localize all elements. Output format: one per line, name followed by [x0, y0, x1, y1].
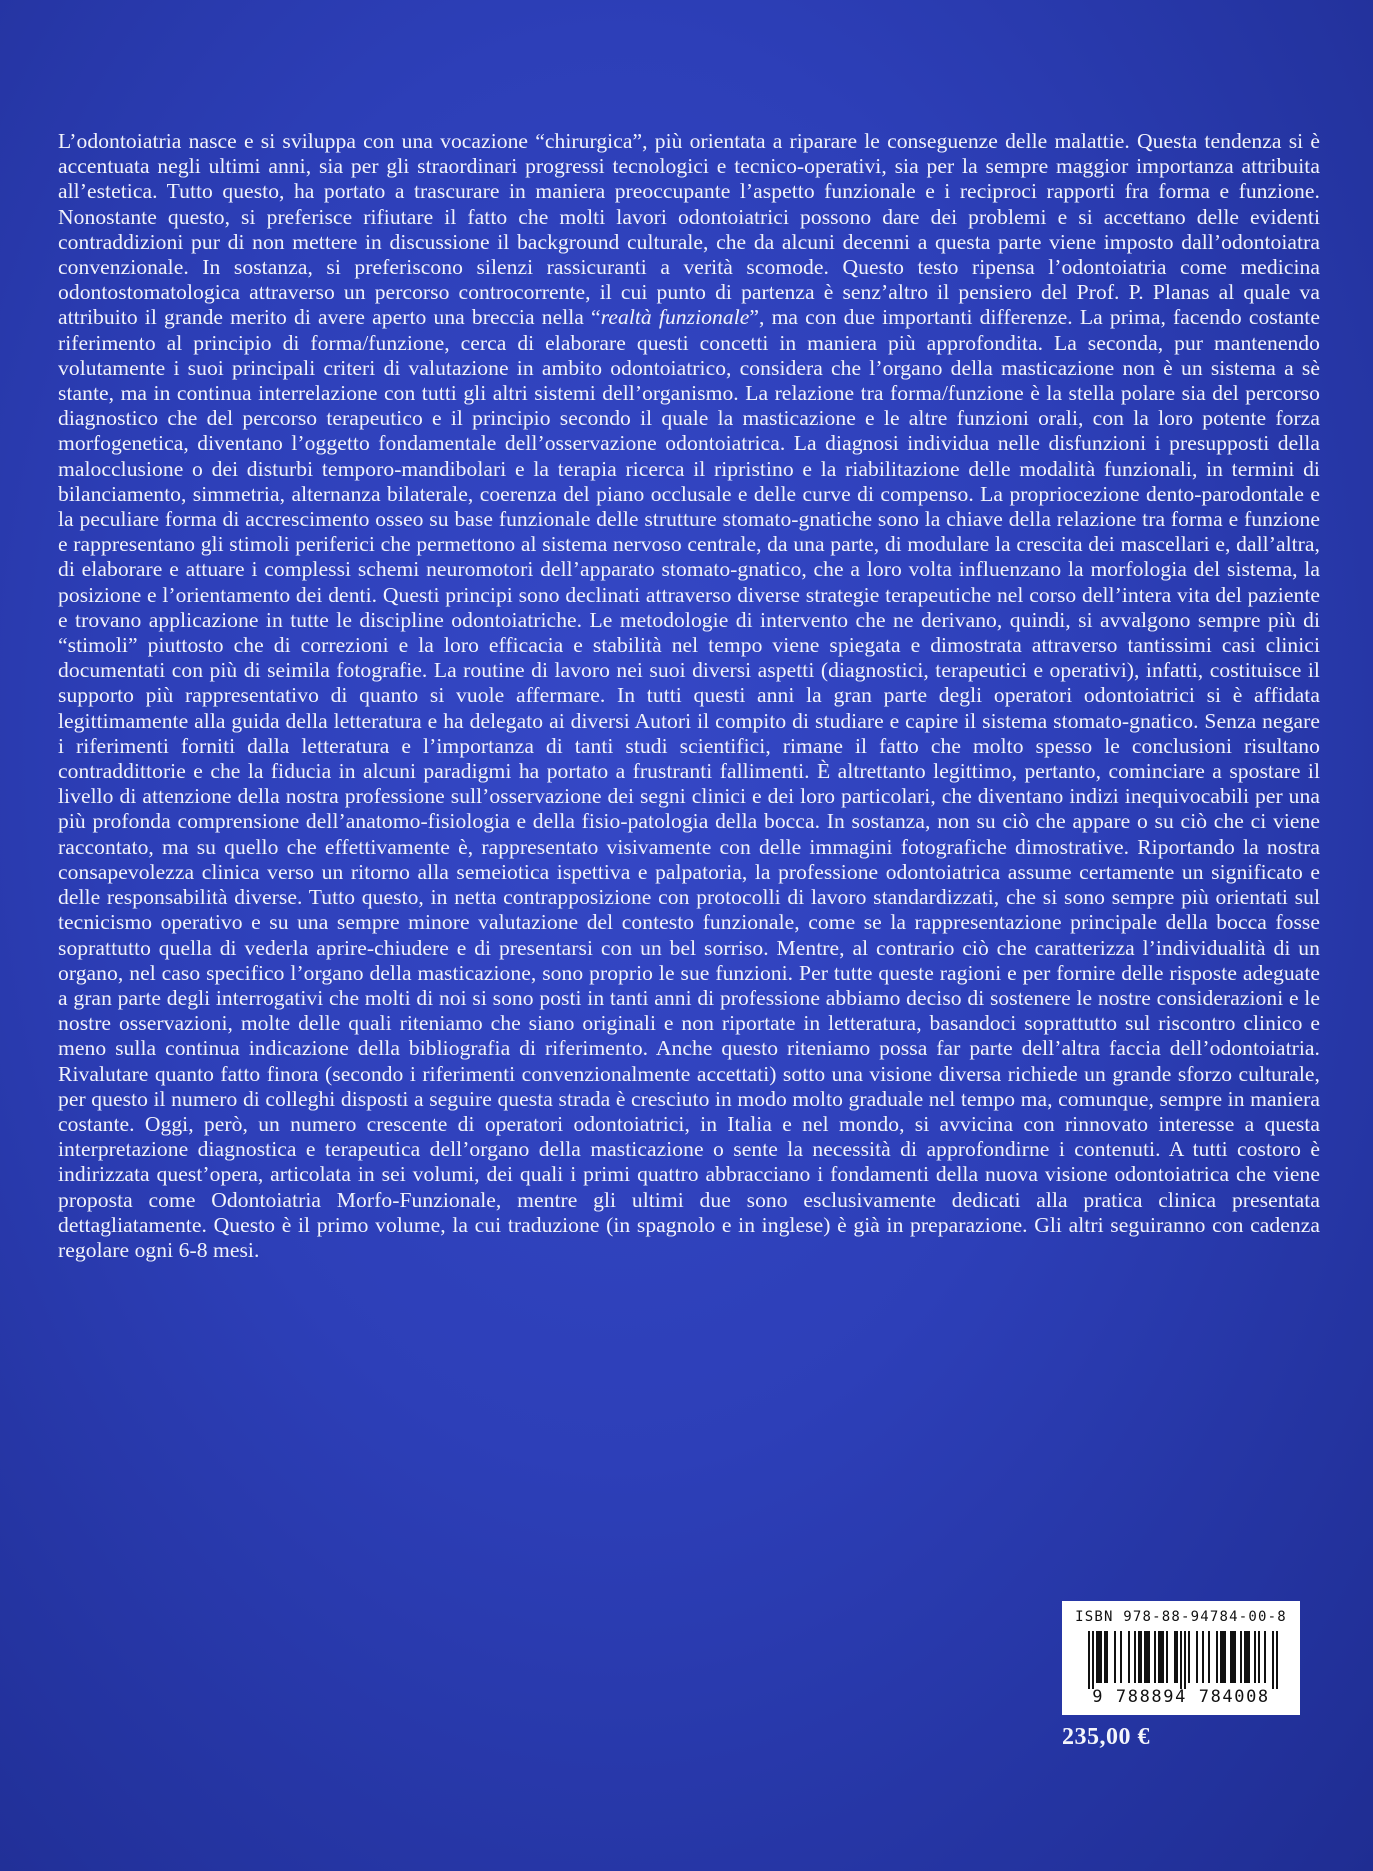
barcode-bar [1254, 1631, 1256, 1683]
barcode-bar [1180, 1631, 1182, 1689]
barcode-bar [1128, 1631, 1130, 1683]
blurb-text-part2: ”, ma con due importanti differenze. La prima, facendo costante riferimento al principio di forma/funzione, cerca di elaborare questi concetti in maniera più approfondita. La seconda, pur mantenendo volutamente i suoi principali criteri di valutazione in ambito odontoiatrico, considera che l’organo della masticazione non è un sistema a sè stante, ma in continua interrelazione con tutti gli altri sistemi dell’organismo. La relazione tra forma/funzione è la stella polare sia del percorso diagnostico che del percorso terapeutico e il principio secondo il quale la masticazione e le altre funzioni orali, con la loro potente forza morfogenetica, diventano l’oggetto fondamentale dell’osservazione odontoiatrica. La diagnosi individua nelle disfunzioni i presupposti della malocclusione o dei disturbi temporo-mandibolari e la terapia ricerca il ripristino e la riabilitazione delle modalità funzionali, in termini di bilanciamento, simmetria, alternanza bilaterale, coerenza del piano occlusale e delle curve di compenso. La propriocezione dento-parodontale e la peculiare forma di accrescimento osseo su base funzionale delle strutture stomato-gnatiche sono la chiave della relazione tra forma e funzione e rappresentano gli stimoli periferici che permettono al sistema nervoso centrale, da una parte, di modulare la crescita dei mascellari e, dall’altra, di elaborare e attuare i complessi schemi neuromotori dell’apparato stomato-gnatico, che a loro volta influenzano la morfologia del sistema, la posizione e l’orientamento dei denti. Questi principi sono declinati attraverso diverse strategie terapeutiche nel corso dell’intera vita del paziente e trovano applicazione in tutte le discipline odontoiatriche. Le metodologie di intervento che ne derivano, quindi, si avvalgono sempre più di “stimoli” piuttosto che di correzioni e la loro efficacia e stabilità nel tempo viene spiegata e dimostrata attraverso tantissimi casi clinici documentati con più di seimila fotografie. La routine di lavoro nei suoi diversi aspetti (diagnostici, terapeutici e operativi), infatti, costituisce il supporto più rappresentativo di quanto si vuole affermare. In tutti questi anni la gran parte degli operatori odontoiatrici si è affidata legittimamente alla guida della letteratura e ha delegato ai diversi Autori il compito di studiare e capire il sistema stomato-gnatico. Senza negare i riferimenti forniti dalla letteratura e l’importanza di tanti studi scientifici, rimane il fatto che molto spesso le conclusioni risultano contraddittorie e che la fiducia in alcuni paradigmi ha portato a frustranti fallimenti. È altrettanto legittimo, pertanto, cominciare a spostare il livello di attenzione della nostra professione sull’osservazione dei segni clinici e dei loro particolari, che diventano indizi inequivocabili per una più profonda comprensione dell’anatomo-fisiologia e della fisio-patologia della bocca. In sostanza, non su ciò che appare o su ciò che ci viene raccontato, ma su quello che effettivamente è, rappresentato visivamente con delle immagini fotografiche dimostrative. Riportando la nostra consapevolezza clinica verso un ritorno alla semeiotica ispettiva e palpatoria, la professione odontoiatrica assume certamente un significato e delle responsabilità diverse. Tutto questo, in netta contrapposizione con protocolli di lavoro standardizzati, che si sono sempre più orientati sul tecnicismo operativo e su una sempre minore valutazione del contesto funzionale, come se la rappresentazione principale della bocca fosse soprattutto quella di vederla aprire-chiudere e di presentarsi con un bel sorriso. Mentre, al contrario ciò che caratterizza l’individualità di un organo, nel caso specifico l’organo della masticazione, sono proprio le sue funzioni. Per tutte queste ragioni e per fornire delle risposte adeguate a gran parte degli interrogativi che molti di noi si sono posti in tanti anni di professione abbiamo deciso di sostenere le nostre considerazioni e le nostre osservazioni, molte delle quali riteniamo che siano originali e non riportate in letteratura, basandoci soprattutto sul riscontro clinico e meno sulla continua indicazione della bibliografia di riferimento. Anche questo riteniamo possa far parte dell’altra faccia dell’odontoiatria. Rivalutare quanto fatto finora (secondo i riferimenti convenzionalmente accettati) sotto una visione diversa richiede un grande sforzo culturale, per questo il numero di colleghi disposti a seguire questa strada è cresciuto in modo molto graduale nel tempo ma, comunque, sempre in maniera costante. Oggi, però, un numero crescente di operatori odontoiatrici, in Italia e nel mondo, si avvicina con rinnovato interesse a questa interpretazione diagnostica e terapeutica dell’organo della masticazione o sente la necessità di approfondirne i contenuti. A tutti costoro è indirizzata quest’opera, articolata in sei volumi, dei quali i primi quattro abbracciano i fondamenti della nuova visione odontoiatrica che viene proposta come Odontoiatria Morfo-Funzionale, mentre gli ultimi due sono esclusivamente dedicati alla pratica clinica presentata dettagliatamente. Questo è il primo volume, la cui traduzione (in spagnolo e in inglese) è già in preparazione. Gli altri seguiranno con cadenza regolare ogni 6-8 mesi. [58, 305, 1320, 1262]
barcode-bar [1230, 1631, 1232, 1683]
barcode-bar [1162, 1631, 1164, 1683]
blurb-paragraph [58, 129, 1320, 1263]
barcode-bar [1240, 1631, 1242, 1683]
barcode-bar [1148, 1631, 1150, 1683]
barcode-bar [1224, 1631, 1226, 1683]
barcode-bar [1220, 1631, 1222, 1683]
barcode-bar [1166, 1631, 1168, 1683]
barcode-bar [1134, 1631, 1136, 1683]
back-cover-blurb [58, 129, 1320, 1263]
blurb-text-part1: L’odontoiatria nasce e si sviluppa con una vocazione “chirurgica”, più orientata a riparare le conseguenze delle malattie. Questa tendenza si è accentuata negli ultimi anni, sia per gli straordinari progressi tecnologici e tecnico-operativi, sia per la sempre maggior importanza attribuita all’estetica. Tutto questo, ha portato a trascurare in maniera preoccupante l’aspetto funzionale e i reciproci rapporti fra forma e funzione. Nonostante questo, si preferisce rifiutare il fatto che molti lavori odontoiatrici possono dare dei problemi e si accettano delle evidenti contraddizioni pur di non mettere in discussione il background culturale, che da alcuni decenni a questa parte viene imposto dall’odontoiatra convenzionale. In sostanza, si preferiscono silenzi rassicuranti a verità scomode. Questo testo ripensa l’odontoiatria come medicina odontostomatologica attraverso un percorso controcorrente, il cui punto di partenza è senz’altro il pensiero del Prof. P. Planas al quale va attribuito il grande merito di avere aperto una breccia nella “ [58, 129, 1320, 330]
isbn-label: ISBN 978-88-94784-00-8 [1075, 1609, 1287, 1625]
blurb-italic-phrase: realtà funzionale [600, 305, 750, 330]
barcode-bar [1140, 1631, 1142, 1683]
barcode-bar [1196, 1631, 1198, 1683]
barcode-bar [1154, 1631, 1156, 1683]
barcode-digits: 9 788894 784008 [1092, 1687, 1270, 1705]
barcode-bar [1114, 1631, 1116, 1683]
barcode-bar [1272, 1631, 1274, 1689]
barcode-graphic [1074, 1631, 1288, 1705]
barcode-bar [1264, 1631, 1266, 1683]
barcode-bar [1120, 1631, 1122, 1683]
barcode-bar [1244, 1631, 1246, 1683]
barcode-bar [1246, 1631, 1248, 1683]
barcode-bar [1208, 1631, 1210, 1683]
price-label: 235,00 € [1062, 1724, 1150, 1750]
barcode-bar [1222, 1631, 1224, 1683]
barcode-bar [1144, 1631, 1146, 1683]
barcode-bar [1092, 1631, 1094, 1689]
barcode-bar [1106, 1631, 1108, 1683]
barcode-bar [1104, 1631, 1106, 1683]
barcode-bar [1146, 1631, 1148, 1683]
barcode-bar [1202, 1631, 1204, 1683]
barcode-bar [1096, 1631, 1098, 1683]
barcode-bar [1234, 1631, 1236, 1683]
barcode-bar [1216, 1631, 1218, 1683]
barcode-bar [1248, 1631, 1250, 1683]
barcode-bar [1098, 1631, 1100, 1683]
barcode-bar [1258, 1631, 1260, 1683]
barcode-bar [1158, 1631, 1160, 1683]
barcode-bar [1188, 1631, 1190, 1683]
barcode-bar [1184, 1631, 1186, 1689]
isbn-barcode-block [1062, 1601, 1300, 1715]
barcode-bar [1088, 1631, 1090, 1689]
barcode-bar [1100, 1631, 1102, 1683]
barcode-bar [1138, 1631, 1140, 1683]
barcode-bar [1232, 1631, 1234, 1683]
barcode-bar [1174, 1631, 1176, 1683]
barcode-bar [1176, 1631, 1178, 1683]
barcode-bar [1160, 1631, 1162, 1683]
barcode-bar [1276, 1631, 1278, 1689]
barcode-bars [1088, 1631, 1278, 1689]
